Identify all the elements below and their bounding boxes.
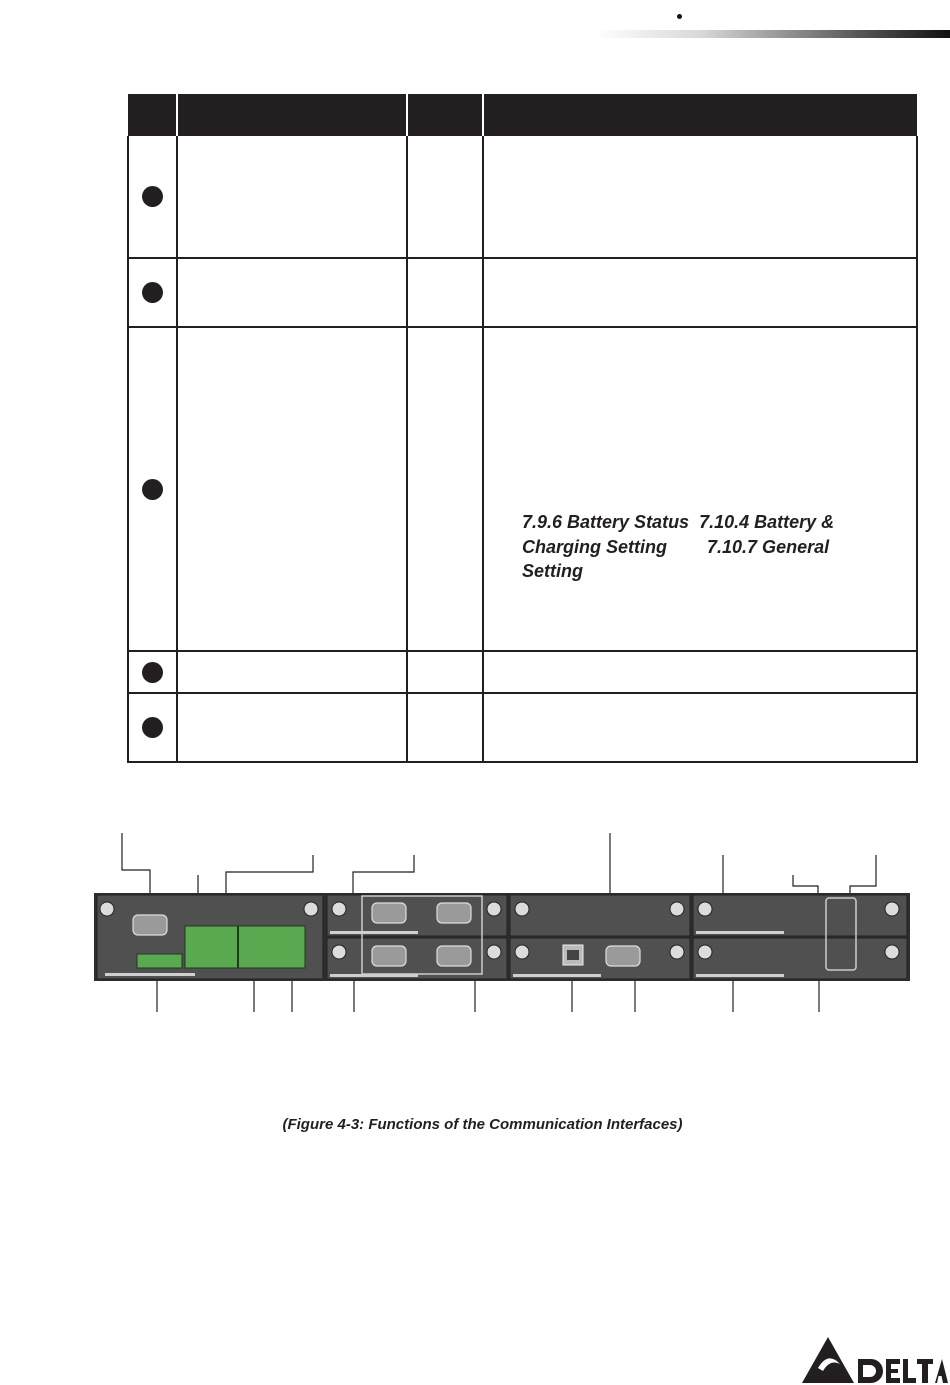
ref-battery-charging-2: Charging Setting <box>522 536 667 557</box>
number-circle-5-icon <box>142 717 163 738</box>
table-row <box>128 258 917 327</box>
ref-general-setting-2: Setting <box>522 561 583 581</box>
header-gradient-bar <box>595 30 950 38</box>
section-references <box>484 328 916 584</box>
number-circle-4-icon <box>142 662 163 683</box>
number-circle-2-icon <box>142 282 163 303</box>
ref-general-setting-1: 7.10.7 General <box>707 536 830 557</box>
epo-terminal <box>137 954 182 968</box>
table-row <box>128 327 917 651</box>
table-header-row <box>128 94 917 136</box>
slot-1 <box>327 895 507 936</box>
usb-port-inner <box>567 950 579 960</box>
slot-3 <box>510 895 690 936</box>
delta-logo-icon <box>800 1335 950 1385</box>
slot-5 <box>693 895 907 936</box>
ref-battery-status: 7.9.6 Battery Status <box>522 512 690 532</box>
slot-6 <box>693 938 907 979</box>
table-row <box>128 136 917 258</box>
figure-caption: (Figure 4-3: Functions of the Communication Interfaces) <box>282 1116 683 1133</box>
communication-interface-diagram <box>0 820 950 1030</box>
number-circle-3-icon <box>142 479 163 500</box>
table-row <box>128 693 917 762</box>
slot-4 <box>510 938 690 979</box>
table-row <box>128 651 917 693</box>
slot-2 <box>327 938 507 979</box>
ref-battery-charging-1: 7.10.4 Battery & <box>699 512 835 532</box>
interface-function-table <box>127 94 918 763</box>
header-bullet <box>677 14 682 19</box>
number-circle-1-icon <box>142 186 163 207</box>
dry-contact-terminal-blocks <box>185 926 305 968</box>
